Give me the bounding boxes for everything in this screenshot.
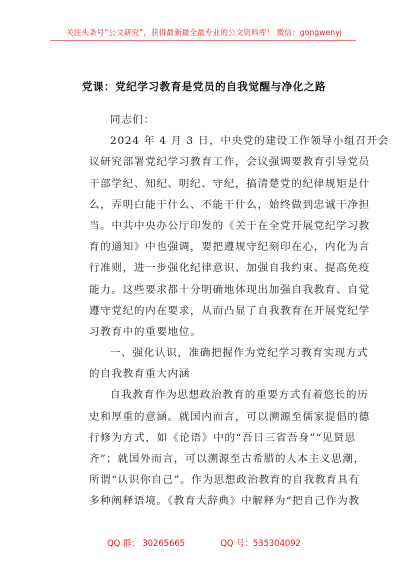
salutation-line: 同志们： — [110, 114, 155, 126]
body-line: 行准则，进一步强化纪律意识、加强自我约束、提高免疫 — [89, 262, 371, 275]
header-promo-note: 关注头条号“公文研究”，获得最新最全最专业的公文资料库！ 微信：gongwenyj — [66, 28, 342, 37]
body-line: 么，弄明白能干什么、不能干什么，始终做到忠诚干净担 — [89, 198, 371, 211]
section-heading-line: 的自我教育重大内涵 — [89, 368, 191, 381]
footer-contact — [0, 537, 408, 549]
body-line: 多种阐释语境。《教育大辞典》中解释为“把自己作为教 — [89, 495, 360, 508]
body-line: 所谓“认识你自己”。作为思想政治教育的自我教育具有 — [89, 474, 360, 487]
body-line: 遵守党纪的内在要求，从而凸显了自我教育在开展党纪学 — [89, 304, 371, 317]
section-heading-line: 一、强化认识，准确把握作为党纪学习教育实现方式 — [110, 347, 369, 360]
body-line: 习教育中的重要地位。 — [89, 325, 202, 338]
document-title: 党课：党纪学习教育是党员的自我觉醒与净化之路 — [81, 81, 327, 93]
body-line: 齐”；就国外而言，可以溯源至古希腊的人本主义思潮， — [89, 453, 365, 465]
body-line: 育的通知》中也强调，要把遵规守纪刻印在心，内化为言 — [89, 241, 371, 254]
document-body — [89, 110, 390, 513]
body-line: 2024 年 4 月 3 日，中央党的建设工作领导小组召开会 — [110, 135, 390, 148]
body-line: 行修为方式，如《论语》中的“吾日三省吾身”“见贤思 — [89, 431, 356, 444]
body-line: 能力。这些要求都十分明确地体现出加强自我教育、自觉 — [89, 283, 371, 296]
body-line: 议研究部署党纪学习教育工作，会议强调要教育引导党员 — [89, 156, 371, 169]
footer-qq-number: QQ 号：535304092 — [220, 538, 301, 548]
body-line: 史和厚重的意涵。就国内而言，可以溯源至儒家提倡的德 — [89, 410, 371, 423]
header-divider — [50, 40, 356, 41]
body-line: 自我教育作为思想政治教育的重要方式有着悠长的历 — [110, 389, 369, 402]
footer-qq-group: QQ 群： 30265665 — [107, 538, 185, 548]
body-line: 当。中共中央办公厅印发的《关于在全党开展党纪学习教 — [89, 219, 371, 232]
body-line: 干部学纪、知纪、明纪、守纪，搞清楚党的纪律规矩是什 — [89, 177, 371, 190]
